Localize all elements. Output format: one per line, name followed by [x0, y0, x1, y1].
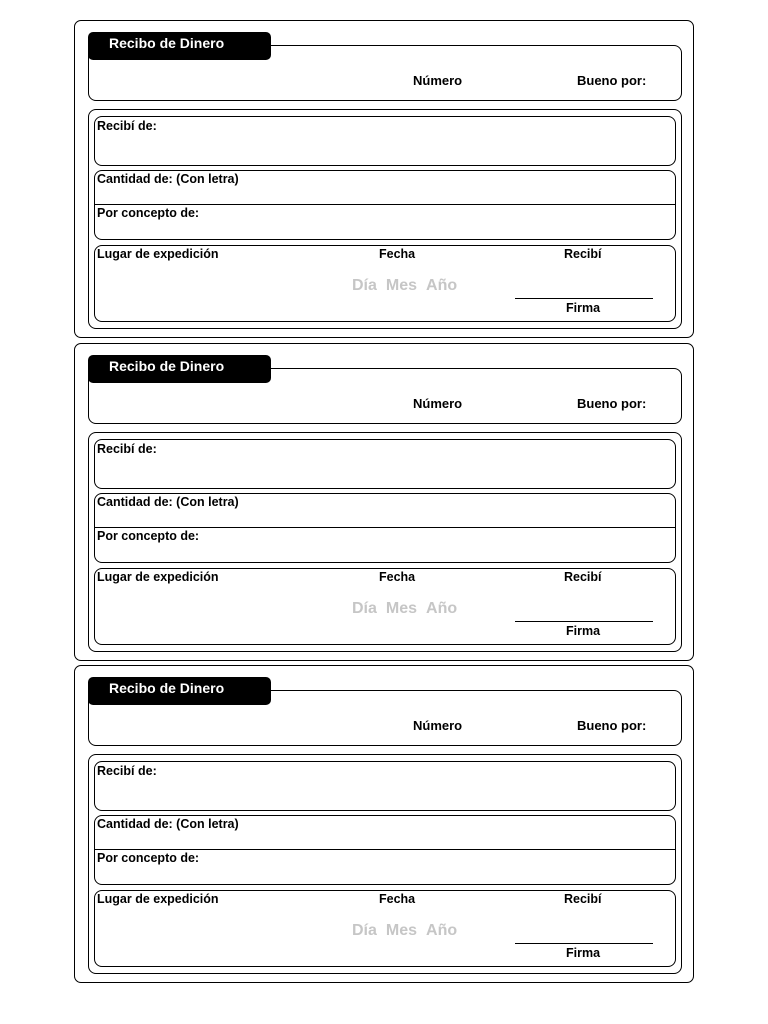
bueno-por-label: Bueno por:: [577, 73, 647, 88]
lugar-fecha-box: [94, 890, 676, 967]
divider: [95, 849, 675, 850]
cantidad-label: Cantidad de: (Con letra): [97, 817, 239, 831]
receipt-title: Recibo de Dinero: [88, 355, 271, 383]
firma-label: Firma: [566, 946, 601, 960]
cantidad-box: [94, 815, 676, 885]
cantidad-label: Cantidad de: (Con letra): [97, 495, 239, 509]
signature-line: [515, 621, 653, 622]
signature-line: [515, 943, 653, 944]
concepto-label: Por concepto de:: [97, 851, 200, 865]
date-year-label: Año: [426, 277, 458, 294]
recibi-de-label: Recibí de:: [97, 119, 157, 133]
cantidad-box: [94, 493, 676, 563]
date-month-label: Mes: [385, 277, 418, 294]
recibi-de-label: Recibí de:: [97, 764, 157, 778]
concepto-label: Por concepto de:: [97, 529, 200, 543]
divider: [95, 204, 675, 205]
money-receipt: [74, 665, 694, 983]
recibi-de-box: [94, 761, 676, 811]
date-year-label: Año: [426, 922, 458, 939]
fecha-label: Fecha: [379, 892, 416, 906]
date-day-label: Día: [352, 600, 377, 617]
divider: [95, 527, 675, 528]
receipt-title: Recibo de Dinero: [88, 677, 271, 705]
date-parts: [352, 600, 466, 618]
money-receipt: [74, 20, 694, 338]
fecha-label: Fecha: [379, 570, 416, 584]
firma-label: Firma: [566, 301, 601, 315]
bueno-por-label: Bueno por:: [577, 396, 647, 411]
recibi-label: Recibí: [564, 570, 602, 584]
receipt-title: Recibo de Dinero: [88, 32, 271, 60]
numero-label: Número: [413, 73, 463, 88]
date-day-label: Día: [352, 277, 377, 294]
recibi-de-box: [94, 116, 676, 166]
receipt-body-frame: [88, 754, 682, 974]
date-month-label: Mes: [385, 922, 418, 939]
lugar-fecha-box: [94, 245, 676, 322]
receipt-body-frame: [88, 432, 682, 652]
bueno-por-label: Bueno por:: [577, 718, 647, 733]
date-parts: [352, 277, 466, 295]
signature-line: [515, 298, 653, 299]
numero-label: Número: [413, 396, 463, 411]
cantidad-label: Cantidad de: (Con letra): [97, 172, 239, 186]
numero-label: Número: [413, 718, 463, 733]
recibi-de-label: Recibí de:: [97, 442, 157, 456]
lugar-label: Lugar de expedición: [97, 247, 219, 261]
fecha-label: Fecha: [379, 247, 416, 261]
receipt-body-frame: [88, 109, 682, 329]
lugar-fecha-box: [94, 568, 676, 645]
date-year-label: Año: [426, 600, 458, 617]
money-receipt: [74, 343, 694, 661]
concepto-label: Por concepto de:: [97, 206, 200, 220]
firma-label: Firma: [566, 624, 601, 638]
date-parts: [352, 922, 466, 940]
recibi-label: Recibí: [564, 247, 602, 261]
recibi-label: Recibí: [564, 892, 602, 906]
lugar-label: Lugar de expedición: [97, 570, 219, 584]
lugar-label: Lugar de expedición: [97, 892, 219, 906]
cantidad-box: [94, 170, 676, 240]
recibi-de-box: [94, 439, 676, 489]
date-month-label: Mes: [385, 600, 418, 617]
date-day-label: Día: [352, 922, 377, 939]
